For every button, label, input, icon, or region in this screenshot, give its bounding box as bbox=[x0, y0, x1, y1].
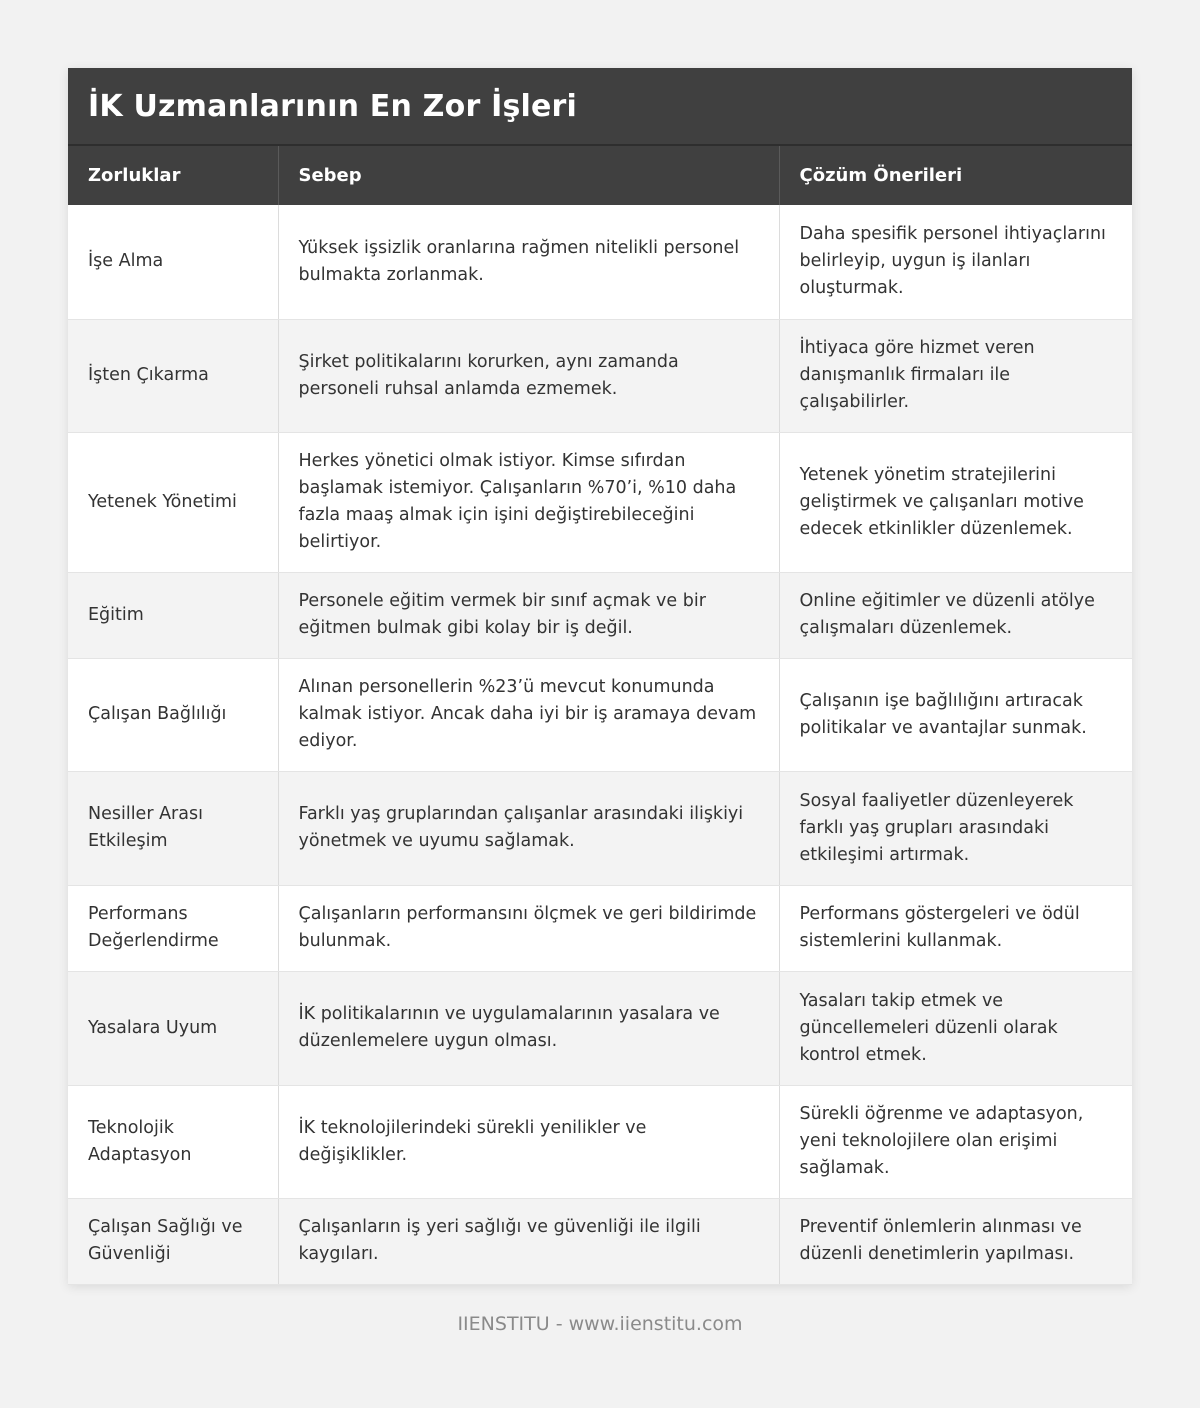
cell-sebep: Personele eğitim vermek bir sınıf açmak ve bir eğitmen bulmak gibi kolay bir iş değil. bbox=[278, 572, 779, 658]
cell-zorluk: Çalışan Sağlığı ve Güvenliği bbox=[68, 1198, 278, 1284]
title-bar bbox=[68, 68, 1132, 144]
cell-cozum: Performans göstergeleri ve ödül sistemlerini kullanmak. bbox=[779, 885, 1132, 971]
cell-sebep: Çalışanların iş yeri sağlığı ve güvenliği ile ilgili kaygıları. bbox=[278, 1198, 779, 1284]
column-header-cozum: Çözüm Önerileri bbox=[779, 145, 1132, 205]
cell-sebep: Yüksek işsizlik oranlarına rağmen nitelikli personel bulmakta zorlanmak. bbox=[278, 205, 779, 319]
table-row bbox=[68, 432, 1132, 572]
cell-zorluk: Teknolojik Adaptasyon bbox=[68, 1085, 278, 1198]
table-row bbox=[68, 658, 1132, 771]
table-row bbox=[68, 1198, 1132, 1284]
table-row bbox=[68, 319, 1132, 432]
table-card bbox=[68, 68, 1132, 1285]
cell-zorluk: İşe Alma bbox=[68, 205, 278, 319]
cell-cozum: Yasaları takip etmek ve güncellemeleri düzenli olarak kontrol etmek. bbox=[779, 971, 1132, 1085]
cell-sebep: Farklı yaş gruplarından çalışanlar arasındaki ilişkiyi yönetmek ve uyumu sağlamak. bbox=[278, 771, 779, 885]
cell-zorluk: Eğitim bbox=[68, 572, 278, 658]
cell-cozum: Yetenek yönetim stratejilerini geliştirmek ve çalışanları motive edecek etkinlikler düzenlemek. bbox=[779, 432, 1132, 572]
challenges-table bbox=[68, 144, 1132, 1285]
table-row bbox=[68, 1085, 1132, 1198]
table-row bbox=[68, 572, 1132, 658]
cell-cozum: İhtiyaca göre hizmet veren danışmanlık firmaları ile çalışabilirler. bbox=[779, 319, 1132, 432]
cell-cozum: Online eğitimler ve düzenli atölye çalışmaları düzenlemek. bbox=[779, 572, 1132, 658]
cell-zorluk: Çalışan Bağlılığı bbox=[68, 658, 278, 771]
page-title: İK Uzmanlarının En Zor İşleri bbox=[88, 88, 578, 124]
footer-credit: IIENSTITU - www.iienstitu.com bbox=[457, 1313, 743, 1335]
cell-cozum: Preventif önlemlerin alınması ve düzenli denetimlerin yapılması. bbox=[779, 1198, 1132, 1284]
cell-zorluk: Yetenek Yönetimi bbox=[68, 432, 278, 572]
cell-cozum: Çalışanın işe bağlılığını artıracak politikalar ve avantajlar sunmak. bbox=[779, 658, 1132, 771]
table-header-row bbox=[68, 145, 1132, 205]
column-header-zorluklar: Zorluklar bbox=[68, 145, 278, 205]
cell-cozum: Sosyal faaliyetler düzenleyerek farklı yaş grupları arasındaki etkileşimi artırmak. bbox=[779, 771, 1132, 885]
cell-sebep: İK politikalarının ve uygulamalarının yasalara ve düzenlemelere uygun olması. bbox=[278, 971, 779, 1085]
table-row bbox=[68, 971, 1132, 1085]
column-header-sebep: Sebep bbox=[278, 145, 779, 205]
cell-zorluk: Nesiller Arası Etkileşim bbox=[68, 771, 278, 885]
cell-zorluk: Yasalara Uyum bbox=[68, 971, 278, 1085]
cell-sebep: Şirket politikalarını korurken, aynı zamanda personeli ruhsal anlamda ezmemek. bbox=[278, 319, 779, 432]
table-row bbox=[68, 771, 1132, 885]
cell-sebep: Çalışanların performansını ölçmek ve geri bildirimde bulunmak. bbox=[278, 885, 779, 971]
cell-sebep: Herkes yönetici olmak istiyor. Kimse sıfırdan başlamak istemiyor. Çalışanların %70’i, %10 daha fazla maaş almak için işini değiştirebileceğini belirtiyor. bbox=[278, 432, 779, 572]
cell-cozum: Sürekli öğrenme ve adaptasyon, yeni teknolojilere olan erişimi sağlamak. bbox=[779, 1085, 1132, 1198]
cell-cozum: Daha spesifik personel ihtiyaçlarını belirleyip, uygun iş ilanları oluşturmak. bbox=[779, 205, 1132, 319]
cell-zorluk: İşten Çıkarma bbox=[68, 319, 278, 432]
cell-sebep: İK teknolojilerindeki sürekli yenilikler ve değişiklikler. bbox=[278, 1085, 779, 1198]
cell-sebep: Alınan personellerin %23’ü mevcut konumunda kalmak istiyor. Ancak daha iyi bir iş aramaya devam ediyor. bbox=[278, 658, 779, 771]
table-row bbox=[68, 205, 1132, 319]
table-row bbox=[68, 885, 1132, 971]
cell-zorluk: Performans Değerlendirme bbox=[68, 885, 278, 971]
